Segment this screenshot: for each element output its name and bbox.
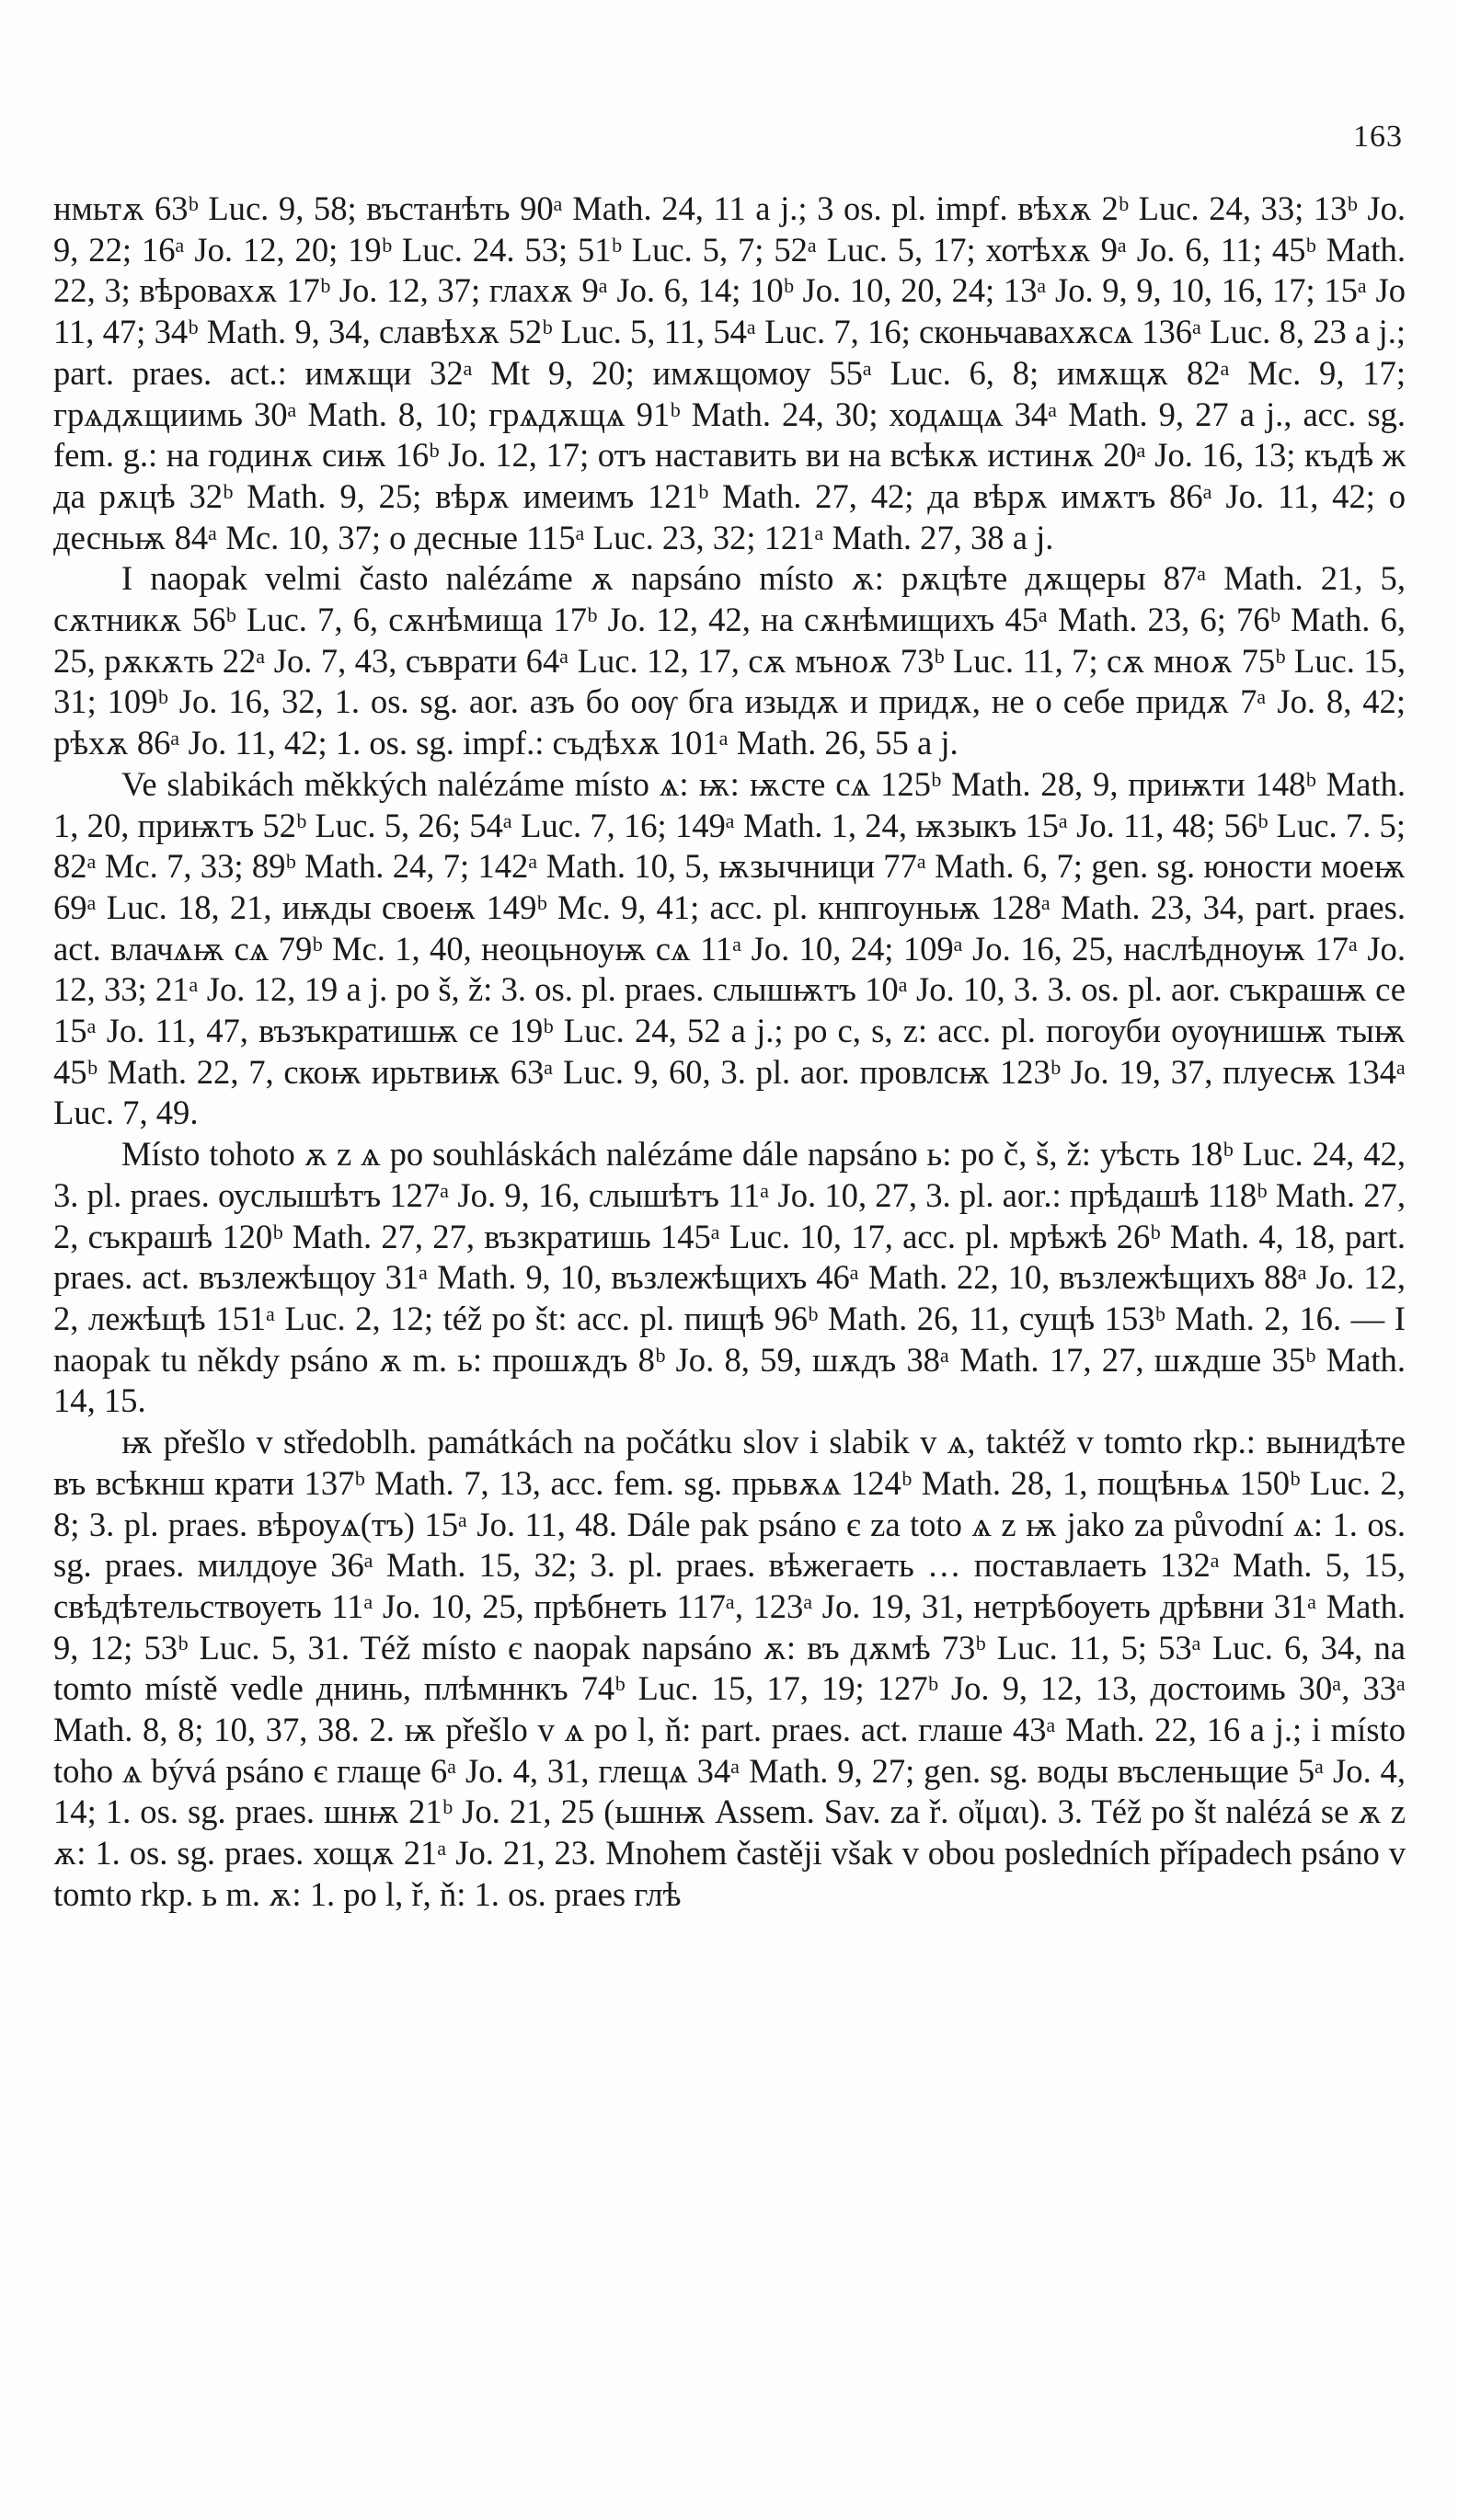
paragraph: ѭ přešlo v středoblh. památkách na počátku slov i slabik v ѧ, taktéž v tomto rkp.: вынидѣте въ всѣкнш крати 137ᵇ Math. 7, 13, acc. fem. sg. прьвѫѧ 124ᵇ Math. 28, 1, пощѣньѧ 150ᵇ Luc. 2, 8; 3. pl. praes. вѣроуѧ(тъ) 15ᵃ Jo. 11, 48. Dále pak psáno є za toto ѧ z ѭ jako za původní ѧ: 1. os. sg. praes. милдоуе 36ᵃ Math. 15, 32; 3. pl. praes. вѣжегаеть … поставлаеть 132ᵃ Math. 5, 15, свѣдѣтельствоуеть 11ᵃ Jo. 10, 25, прѣбнеть 117ᵃ, 123ᵃ Jo. 19, 31, нетрѣбоуеть дрѣвни 31ᵃ Math. 9, 12; 53ᵇ Luc. 5, 31. Též místo є naopak napsáno ѫ: въ дѫмѣ 73ᵇ Luc. 11, 5; 53ᵃ Luc. 6, 34, na tomto místě vedle днинь, плѣмннкъ 74ᵇ Luc. 15, 17, 19; 127ᵇ Jo. 9, 12, 13, достоимь 30ᵃ, 33ᵃ Math. 8, 8; 10, 37, 38. 2. ѭ přešlo v ѧ po l, ň: part. praes. act. глаше 43ᵃ Math. 22, 16 a j.; i místo toho ѧ bývá psáno є глаще 6ᵃ Jo. 4, 31, глещѧ 34ᵃ Math. 9, 27; gen. sg. воды въсленьщие 5ᵃ Jo. 4, 14; 1. os. sg. praes. шнѭ 21ᵇ Jo. 21, 25 (ьшнѭ Assem. Sav. za ř. οἴμαι). 3. Též po št nalézá se ѫ z ѫ: 1. os. sg. praes. хощѫ 21ᵃ Jo. 21, 23. Mnohem častěji však v obou posledních případech psáno v tomto rkp. ь m. ѫ: 1. po l, ř, ň: 1. os. praes глѣ: [53, 1423, 1406, 1913]
paragraph: Místo tohoto ѫ z ѧ po souhláskách nalézáme dále napsáno ь: po č, š, ž: уѣсть 18ᵇ Luc. 24, 42, 3. pl. praes. оуслышѣтъ 127ᵃ Jo. 9, 16, слышѣтъ 11ᵃ Jo. 10, 27, 3. pl. aor.: прѣдашѣ 118ᵇ Math. 27, 2, съкрашѣ 120ᵇ Math. 27, 27, възкратишь 145ᵃ Luc. 10, 17, acc. pl. мрѣжѣ 26ᵇ Math. 4, 18, part. praes. act. възлежѣщоу 31ᵃ Math. 9, 10, възлежѣщихъ 46ᵃ Math. 22, 10, възлежѣщихъ 88ᵃ Jo. 12, 2, лежѣщѣ 151ᵃ Luc. 2, 12; též po št: acc. pl. пищѣ 96ᵇ Math. 26, 11, сущѣ 153ᵇ Math. 2, 16. — I naopak tu někdy psáno ѫ m. ь: прошѫдъ 8ᵇ Jo. 8, 59, шѫдъ 38ᵃ Math. 17, 27, шѫдше 35ᵇ Math. 14, 15.: [53, 1135, 1406, 1420]
paragraph: нмьтѫ 63ᵇ Luc. 9, 58; въстанѣть 90ᵃ Math. 24, 11 a j.; 3 os. pl. impf. вѣхѫ 2ᵇ Luc. 24, 33; 13ᵇ Jo. 9, 22; 16ᵃ Jo. 12, 20; 19ᵇ Luc. 24. 53; 51ᵇ Luc. 5, 7; 52ᵃ Luc. 5, 17; хотѣхѫ 9ᵃ Jo. 6, 11; 45ᵇ Math. 22, 3; вѣровахѫ 17ᵇ Jo. 12, 37; глахѫ 9ᵃ Jo. 6, 14; 10ᵇ Jo. 10, 20, 24; 13ᵃ Jo. 9, 9, 10, 16, 17; 15ᵃ Jo 11, 47; 34ᵇ Math. 9, 34, славѣхѫ 52ᵇ Luc. 5, 11, 54ᵃ Luc. 7, 16; сконьчавахѫсѧ 136ᵃ Luc. 8, 23 a j.; part. praes. act.: имѫщи 32ᵃ Mt 9, 20; имѫщомоу 55ᵃ Luc. 6, 8; имѫщѫ 82ᵃ Mc. 9, 17; грѧдѫщиимь 30ᵃ Math. 8, 10; грѧдѫщѧ 91ᵇ Math. 24, 30; ходѧщѧ 34ᵃ Math. 9, 27 a j., acc. sg. fem. g.: на годинѫ сиѭ 16ᵇ Jo. 12, 17; отъ наставить ви на всѣкѫ истинѫ 20ᵃ Jo. 16, 13; къдѣ ж да рѫцѣ 32ᵇ Math. 9, 25; вѣрѫ имеимъ 121ᵇ Math. 27, 42; да вѣрѫ имѫтъ 86ᵃ Jo. 11, 42; о десньѭ 84ᵃ Mc. 10, 37; о десные 115ᵃ Luc. 23, 32; 121ᵃ Math. 27, 38 a j.: [53, 189, 1406, 556]
body-text: [53, 189, 1406, 1916]
paragraph: I naopak velmi často nalézáme ѫ napsáno místo ѫ: рѫцѣте дѫщеры 87ᵃ Math. 21, 5, сѫтникѫ 56ᵇ Luc. 7, 6, сѫнѣмища 17ᵇ Jo. 12, 42, на сѫнѣмищихъ 45ᵃ Math. 23, 6; 76ᵇ Math. 6, 25, рѫкѫть 22ᵃ Jo. 7, 43, съврати 64ᵃ Luc. 12, 17, сѫ мъноѫ 73ᵇ Luc. 11, 7; сѫ мноѫ 75ᵇ Luc. 15, 31; 109ᵇ Jo. 16, 32, 1. os. sg. aor. азъ бо оѹ бга изыдѫ и придѫ, не о себе придѫ 7ᵃ Jo. 8, 42; рѣхѫ 86ᵃ Jo. 11, 42; 1. os. sg. impf.: съдѣхѫ 101ᵃ Math. 26, 55 a j.: [53, 559, 1406, 762]
page-number: 163: [1353, 120, 1403, 154]
paragraph: Ve slabikách měkkých nalézáme místo ѧ: ѭ: ѭсте сѧ 125ᵇ Math. 28, 9, приѭти 148ᵇ Math. 1, 20, приѭтъ 52ᵇ Luc. 5, 26; 54ᵃ Luc. 7, 16; 149ᵃ Math. 1, 24, ѭзыкъ 15ᵃ Jo. 11, 48; 56ᵇ Luc. 7. 5; 82ᵃ Mc. 7, 33; 89ᵇ Math. 24, 7; 142ᵃ Math. 10, 5, ѭзычници 77ᵃ Math. 6, 7; gen. sg. юности моеѭ 69ᵃ Luc. 18, 21, иѭды своеѭ 149ᵇ Mc. 9, 41; acc. pl. кнпгоуньѭ 128ᵃ Math. 23, 34, part. praes. act. влачѧѭ сѧ 79ᵇ Mc. 1, 40, неоцьноуѭ сѧ 11ᵃ Jo. 10, 24; 109ᵃ Jo. 16, 25, наслѣдноуѭ 17ᵃ Jo. 12, 33; 21ᵃ Jo. 12, 19 a j. po š, ž: 3. os. pl. praes. слышѭтъ 10ᵃ Jo. 10, 3. 3. os. pl. aor. съкрашѭ се 15ᵃ Jo. 11, 47, възъкратишѭ се 19ᵇ Luc. 24, 52 a j.; po c, s, z: acc. pl. погоуби оуѹнишѭ тыѭ 45ᵇ Math. 22, 7, скоѭ ирьтвиѭ 63ᵃ Luc. 9, 60, 3. pl. aor. провлсѭ 123ᵇ Jo. 19, 37, плуесѭ 134ᵃ Luc. 7, 49.: [53, 764, 1406, 1132]
